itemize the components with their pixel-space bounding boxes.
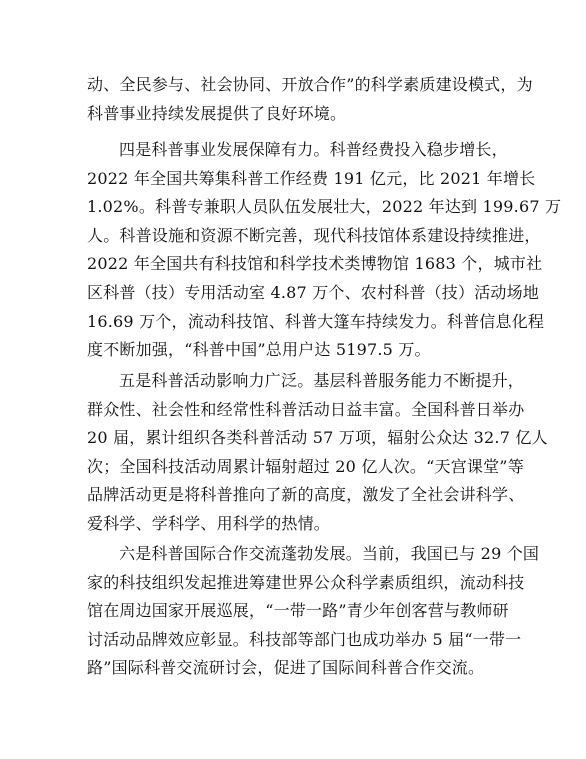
paragraph-point-four: [87, 136, 562, 365]
text-line: 2022 年全国共有科技馆和科学技术类博物馆 1683 个，城市社: [87, 254, 543, 274]
text-line: 爱科学、学科学、用科学的热情。: [87, 513, 331, 533]
text-line: 区科普（技）专用活动室 4.87 万个、农村科普（技）活动场地: [87, 282, 539, 302]
text-line: 家的科技组织发起推进筹建世界公众科学素质组织，流动科技: [87, 572, 525, 592]
text-line: 度不断加强，“科普中国”总用户达 5197.5 万。: [87, 340, 431, 360]
text-line: 讨活动品牌效应彰显。科技部等部门也成功举办 5 届“一带一: [87, 629, 522, 649]
text-line: 四是科普事业发展保障有力。科普经费投入稳步增长，: [119, 140, 508, 159]
text-line: 群众性、社会性和经常性科普活动日益丰富。全国科普日举办: [87, 399, 525, 419]
text-line: 2022 年全国共筹集科普工作经费 191 亿元，比 2021 年增长: [87, 168, 536, 188]
text-line: 1.02%。科普专兼职人员队伍发展壮大，2022 年达到 199.67 万: [87, 197, 562, 217]
text-line: 人。科普设施和资源不断完善，现代科技馆体系建设持续推进，: [87, 225, 541, 245]
text-line: 16.69 万个，流动科技馆、科普大篷车持续发力。科普信息化程: [87, 311, 545, 331]
text-line: 次；全国科技活动周累计辐射超过 20 亿人次。“天宫课堂”等: [87, 456, 524, 476]
paragraph-point-five: [87, 367, 548, 539]
text-line: 馆在周边国家开展巡展，“一带一路”青少年创客营与教师研: [87, 601, 509, 621]
text-line: 六是科普国际合作交流蓬勃发展。当前，我国已与 29 个国: [119, 544, 540, 563]
text-line: 科普事业持续发展提供了良好环境。: [87, 103, 347, 123]
paragraph-intro-tail: [87, 71, 533, 128]
text-line: 五是科普活动影响力广泛。基层科普服务能力不断提升，: [119, 371, 525, 390]
text-line: 20 届，累计组织各类科普活动 57 万项，辐射公众达 32.7 亿人: [87, 428, 548, 448]
text-line: 动、全民参与、社会协同、开放合作”的科学素质建设模式，为: [87, 75, 533, 94]
text-line: 品牌活动更是将科普推向了新的高度，激发了全社会讲科学、: [87, 485, 525, 505]
paragraph-point-six: [87, 540, 540, 683]
text-line: 路”国际科普交流研讨会，促进了国际间科普合作交流。: [87, 658, 485, 678]
